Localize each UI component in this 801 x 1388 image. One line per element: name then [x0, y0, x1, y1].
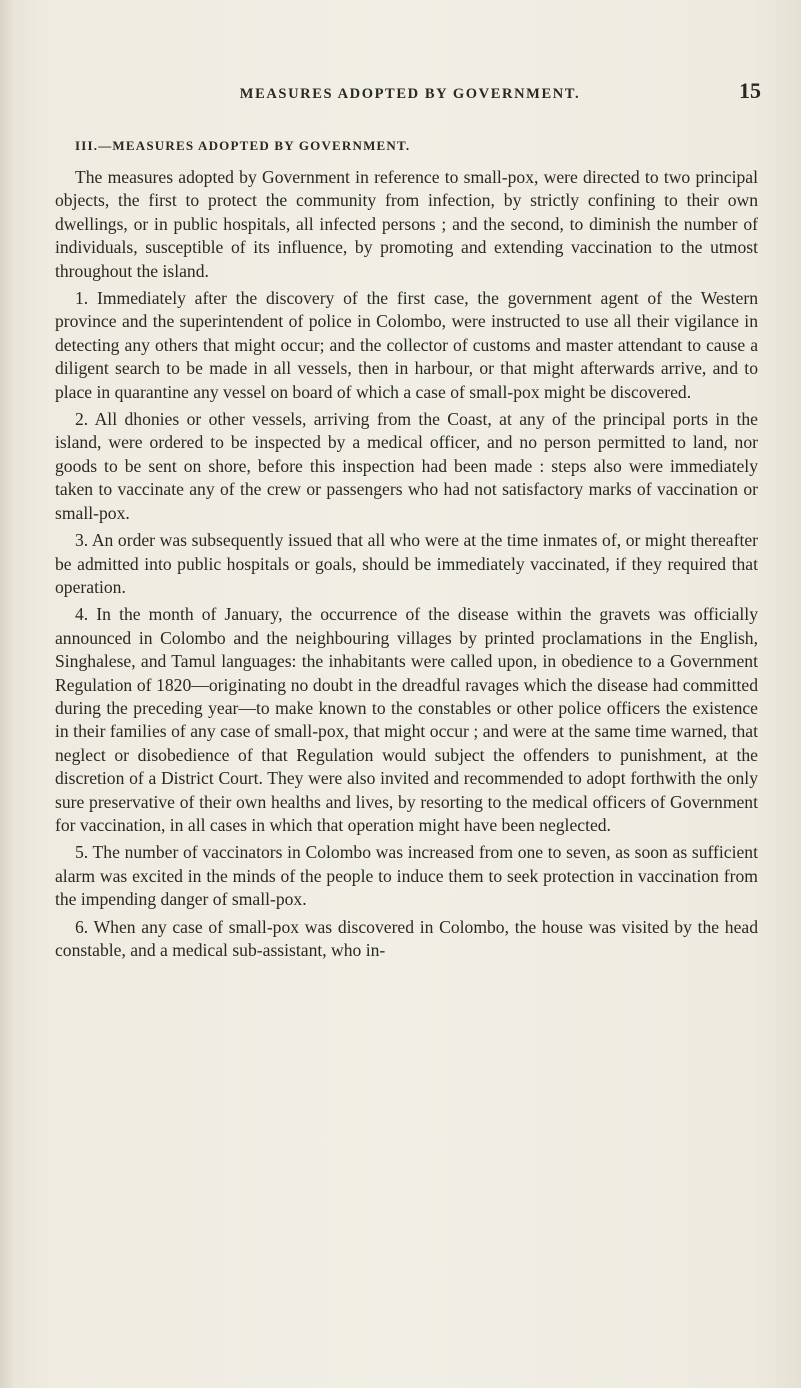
paragraph-intro: The measures adopted by Government in reference to small-pox, were directed to two principal objects, the first to protect the community from infection, by strictly confining to their own dwellings, or in public hospitals, all infected persons ; and the second, to diminish the number of individuals, susceptible of its influence, by promoting and extending vaccination to the utmost throughout the island. — [55, 167, 758, 281]
running-head-title: MEASURES ADOPTED BY GOVERNMENT. — [239, 86, 581, 102]
paragraph-3: 3. An order was subsequently issued that all who were at the time inmates of, or might thereafter be admitted into public hospitals or goals, should be immediately vaccinated, if they required that operation. — [55, 530, 758, 597]
section-heading: III.—MEASURES ADOPTED BY GOVERNMENT. — [75, 138, 411, 153]
paragraph-1: 1. Immediately after the discovery of the first case, the government agent of the Western province and the superintendent of police in Colombo, were instructed to use all their vigilance in detecting any others that might occur; and the collector of customs and master attendant to cause a diligent search to be made in all vessels, then in harbour, or that might afterwards arrive, and to place in quarantine any vessel on board of which a case of small-pox might be discovered. — [55, 288, 758, 402]
page-gutter-shadow — [0, 0, 14, 1388]
paragraph-2: 2. All dhonies or other vessels, arriving from the Coast, at any of the principal ports in the island, were ordered to be inspected by a medical officer, and no person permitted to land, nor goods to be sent on shore, before this inspection had been made : steps also were immediately taken to vaccinate any of the crew or passengers who had not satisfactory marks of vaccination or small-pox. — [55, 409, 758, 523]
paragraph-6: 6. When any case of small-pox was discovered in Colombo, the house was visited by the head constable, and a medical sub-assistant, who in- — [55, 916, 758, 960]
paragraph-4: 4. In the month of January, the occurrence of the disease within the gravets was officially announced in Colombo and the neighbouring villages by printed proclamations in the English, Singhalese, and Tamul languages: the inhabitants were called upon, in obedience to a Government Regulation of 1820—originating no doubt in the dreadful ravages which the disease had committed during the preceding year—to make known to the constables or other police officers the existence in their families of any case of small-pox, that might occur ; and were at the same time warned, that neglect or disobedience of that Regulation would subject the offenders to punishment, at the discretion of a District Court. They were also invited and recommended to adopt forthwith the only sure preservative of their own healths and lives, by resorting to the medical officers of Government for vaccination, in all cases in which that operation might have been neglected. — [55, 604, 758, 835]
page-number: 15 — [739, 78, 761, 103]
paragraph-5: 5. The number of vaccinators in Colombo was increased from one to seven, as soon as sufficient alarm was excited in the minds of the people to induce them to seek protection in vaccination from the impending danger of small-pox. — [55, 842, 758, 910]
running-head — [40, 78, 761, 110]
page-body — [55, 138, 758, 966]
